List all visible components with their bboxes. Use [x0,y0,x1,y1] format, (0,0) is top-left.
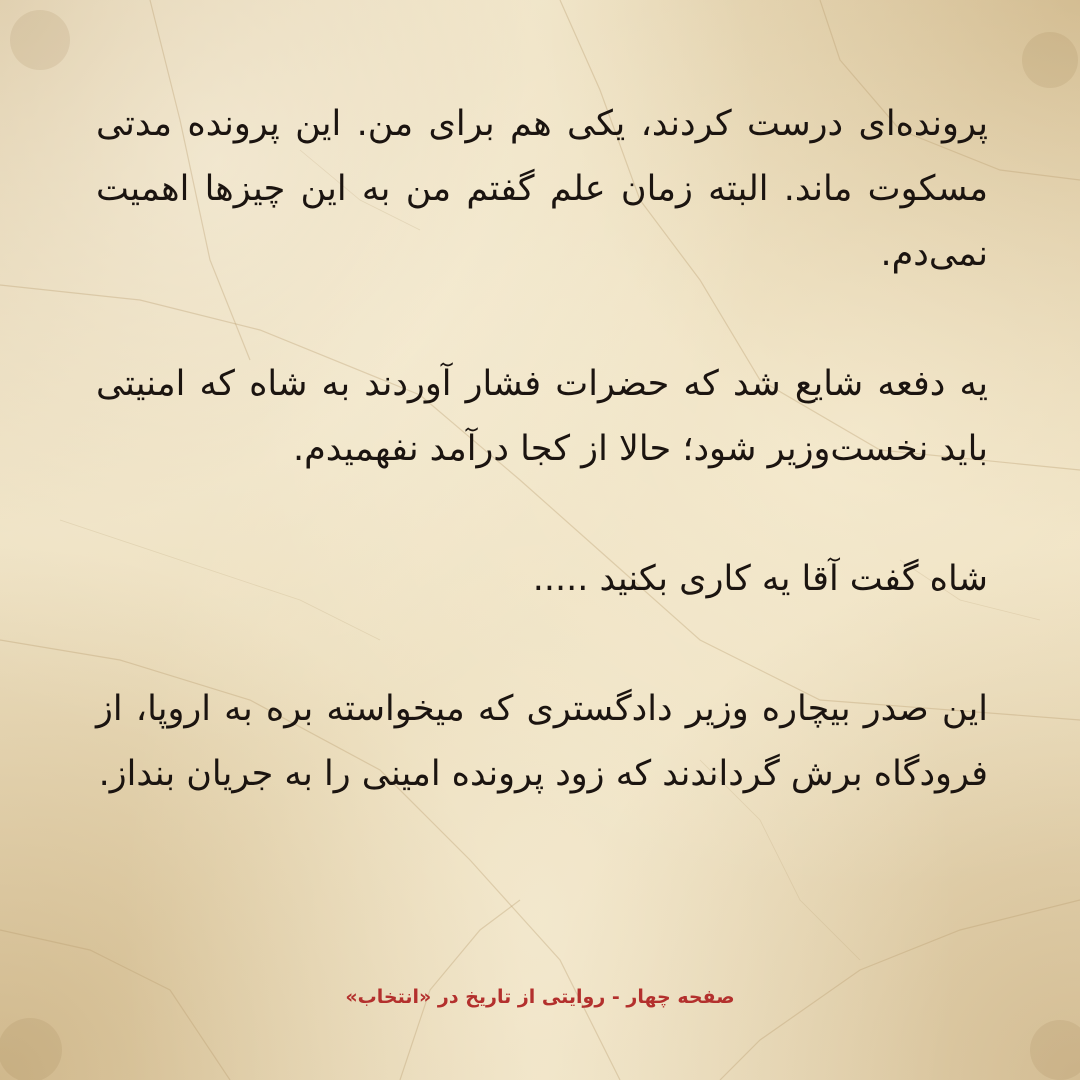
page-footer-caption: صفحه چهار - روایتی از تاریخ در «انتخاب» [345,986,735,1008]
paragraph-2: یه دفعه شایع شد که حضرات فشار آوردند به شاه که امنیتی باید نخست‌وزیر شود؛ حالا از کجا درآمد نفهمیدم. [96,364,988,469]
paragraph-1: پرونده‌ای درست کردند، یکی هم برای من. این پرونده مدتی مسکوت ماند. البته زمان علم گفتم من به این چیزها اهمیت نمی‌دم. [96,104,988,274]
article-body [96,92,988,807]
paragraph-4: این صدر بیچاره وزیر دادگستری که میخواسته بره به اروپا، از فرودگاه برش گرداندند که زود پرونده امینی را به جریان بنداز. [96,689,988,794]
paragraph-3: شاه گفت آقا یه کاری بکنید ..... [532,559,988,599]
